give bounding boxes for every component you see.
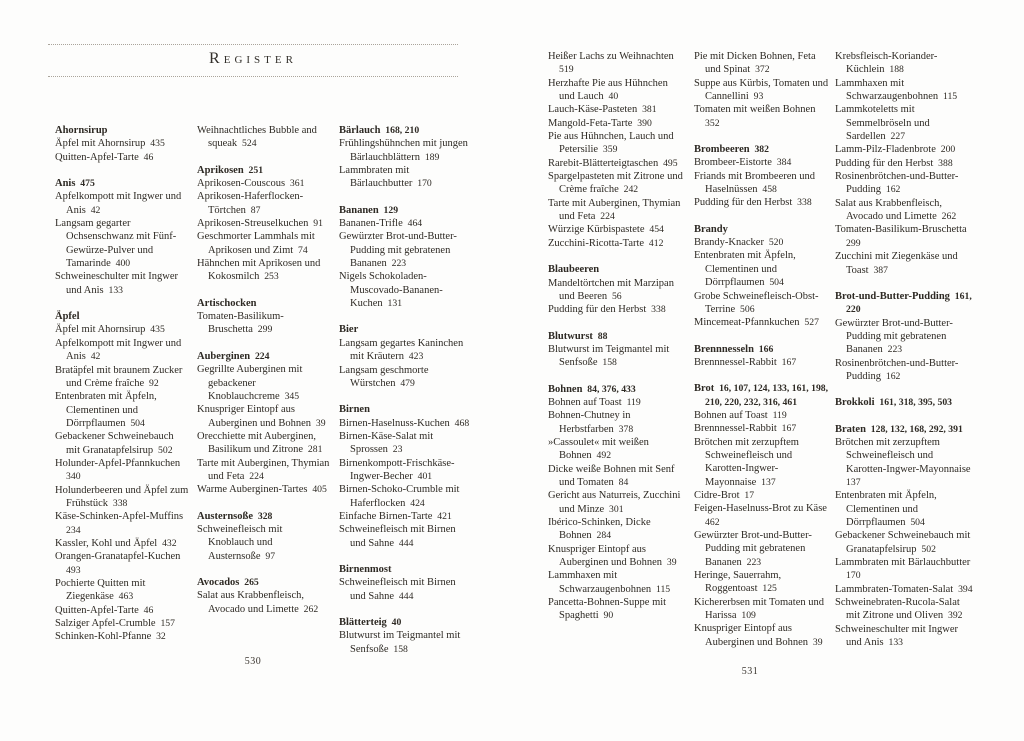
index-group [548,50,686,250]
index-entry: Friands mit Brombeeren und Haselnüssen 458 [694,170,816,196]
index-group [55,124,189,164]
index-entry: Heringe, Sauerrahm, Roggentoast 125 [694,570,782,595]
index-group [694,143,832,210]
index-entry-locator: 506 [735,303,755,315]
index-entry-locator: 519 [559,51,679,76]
index-entry-locator: 91 [308,218,323,230]
index-entry-locator: 423 [403,351,424,363]
index-entry-locator: 92 [144,377,159,389]
index-group [835,290,976,383]
index-head-locators: 475 [75,178,95,190]
index-entry-locator: 468 [449,417,470,429]
index-entry-locator: 87 [245,204,261,216]
index-entry-locator: 394 [953,583,973,595]
index-entry: Orangen-Granatapfel-Kuchen 493 [55,551,186,576]
index-entry-locator: 458 [757,184,777,196]
index-headword: Avocados 265 [197,576,259,588]
index-entry: Hähnchen mit Aprikosen und Kokosmilch 253 [197,258,321,283]
index-entry-locator: 444 [394,537,414,549]
index-entry: Knuspriger Eintopf aus Auberginen und Bohnen 39 [548,543,677,569]
index-entry: Pudding für den Herbst 388 [835,157,953,169]
index-group [694,50,832,130]
index-entry: Rosinenbrötchen-und-Butter-Pudding 162 [835,171,959,196]
index-entry-locator: 352 [705,104,821,129]
index-entry-locator: 387 [868,264,888,276]
index-head-locators: 16, 107, 124, 133, 161, 198, 210, 220, 232, 316, 461 [705,383,829,408]
index-entry: Schweineschulter mit Ingwer und Anis 133 [835,623,959,649]
index-entry-locator: 392 [943,610,963,622]
index-entry: Mandeltörtchen mit Marzipan und Beeren 56 [548,277,674,302]
index-entry-locator: 46 [138,604,154,616]
index-entry: Tomaten mit weißen Bohnen 352 [694,104,821,129]
index-entry: Gegrillte Auberginen mit gebackener Knoblauchcreme 345 [197,364,303,402]
index-entry-locator: 115 [938,91,958,103]
index-entry-locator: 412 [644,237,664,249]
index-entry-locator: 338 [646,304,666,316]
index-head-locators: 128, 132, 168, 292, 391 [865,423,963,435]
index-group [197,297,331,337]
index-entry: Würzige Kürbispastete 454 [548,224,664,236]
index-entry-locator: 84 [613,476,629,488]
index-entry-locator: 188 [884,64,904,76]
index-entry: Weihnachtliches Bubble and squeak 524 [197,125,317,150]
index-entry: Warme Auberginen-Tartes 405 [197,484,327,496]
index-entry: Entenbraten mit Äpfeln, Clementinen und Dörrpflaumen 504 [694,250,796,289]
index-headword: Blutwurst 88 [548,330,608,342]
index-column [339,124,471,669]
index-entry-locator: 39 [808,636,823,648]
index-entry-locator: 502 [153,444,173,456]
index-entry-locator: 17 [739,489,755,501]
index-entry-locator: 284 [591,530,612,542]
index-entry: Aprikosen-Streuselkuchen 91 [197,218,323,230]
index-entry: Kichererbsen mit Tomaten und Harissa 109 [694,596,824,622]
index-headword: Bananen 129 [339,204,399,216]
index-entry-locator: 345 [279,390,300,402]
index-entry-locator: 42 [85,351,101,363]
index-entry-locator: 378 [613,423,634,435]
index-entry: Gewürzter Brot-und-Butter-Pudding mit gebratenen Bananen 223 [835,317,953,356]
index-headword: Birnen [339,404,370,416]
index-entry-locator: 242 [618,184,639,196]
index-headword: Bärlauch 168, 210 [339,125,420,136]
index-group [55,177,189,297]
index-entry-locator: 299 [252,324,273,336]
index-group [694,382,832,649]
index-entry: Lamm-Pilz-Fladenbrote 200 [835,144,956,156]
index-entry: Pie aus Hühnchen, Lauch und Petersilie 359 [548,131,674,156]
index-entry: Schweinefleisch mit Birnen und Sahne 444 [339,524,456,549]
index-entry: Schweinebraten-Rucola-Salat mit Zitrone und Oliven 392 [835,597,963,622]
index-entry-locator: 340 [66,457,186,483]
index-entry: Krebsfleisch-Koriander-Küchlein 188 [835,51,938,76]
index-entry-locator: 400 [110,258,131,270]
index-entry-locator: 462 [705,503,832,528]
index-entry: Brennnessel-Rabbit 167 [694,356,797,368]
index-headword: Artischocken [197,297,257,309]
index-entry-locator: 504 [764,277,784,289]
index-entry: Pochierte Quitten mit Ziegenkäse 463 [55,578,146,603]
index-entry: Suppe aus Kürbis, Tomaten und Cannellini 93 [694,77,829,103]
index-entry: Spargelpasteten mit Zitrone und Crème fraîche 242 [548,171,683,196]
index-entry-locator: 167 [776,423,797,435]
header-rule-top [48,44,458,45]
index-entry: Apfelkompott mit Ingwer und Anis 42 [55,191,182,216]
index-entry: Birnen-Haselnuss-Kuchen 468 [339,417,470,429]
index-headword: Auberginen 224 [197,350,270,362]
index-entry: Holunder-Apfel-Pfannkuchen 340 [55,457,186,483]
index-entry-locator: 170 [846,557,976,582]
index-headword: Birnenmost [339,563,392,575]
index-entry: Bohnen auf Toast 119 [694,409,787,421]
index-entry: Knuspriger Eintopf aus Auberginen und Bohnen 39 [197,404,326,429]
index-entry-locator: 359 [598,144,618,156]
index-entry-locator: 170 [412,178,432,190]
index-group [55,310,189,644]
index-entry-locator: 200 [935,144,956,156]
index-entry-locator: 421 [432,510,452,522]
index-head-locators: 265 [239,576,259,588]
index-headword: Brandy [694,223,728,235]
index-entry-locator: 384 [771,157,792,169]
index-headword: Bier [339,324,359,336]
index-head-locators: 168, 210 [380,125,420,136]
index-entry: Lammbraten-Tomaten-Salat 394 [835,583,973,595]
index-entry: Pancetta-Bohnen-Suppe mit Spaghetti 90 [548,597,667,622]
index-entry-locator: 224 [595,211,615,223]
index-head-locators: 40 [386,617,402,628]
index-head-locators: 328 [253,510,273,522]
index-entry: Pudding für den Herbst 338 [694,197,812,209]
index-entry-locator: 157 [155,618,175,630]
index-column [548,50,686,636]
index-entry-locator: 39 [662,557,677,569]
index-entry-locator: 495 [658,157,678,169]
index-entry-locator: 223 [741,556,762,568]
index-entry: Gebackener Schweinebauch mit Granatapfelsirup 502 [55,431,174,456]
index-entry: Schweinefleisch mit Knoblauch und Austernsoße 97 [197,523,283,562]
index-entry: Brötchen mit zerzupftem Schweinefleisch und Karotten-Ingwer-Mayonnaise 137 [835,436,976,488]
index-group [835,50,976,277]
page-number-right: 531 [741,666,759,677]
index-headword: Brot 16, 107, 124, 133, 161, 198, 210, 220, 232, 316, 461 [694,383,829,408]
index-entry-locator: 390 [632,117,652,129]
index-entry-locator: 502 [916,543,936,555]
index-entry: Knuspriger Eintopf aus Auberginen und Bohnen 39 [694,623,823,648]
index-entry: Bohnen auf Toast 119 [548,396,641,408]
index-group [548,330,686,370]
index-entry-locator: 223 [386,258,407,270]
index-headword: Brennnesseln 166 [694,343,774,355]
index-head-locators: 84, 376, 433 [582,383,636,395]
index-entry-locator: 520 [763,237,784,249]
index-entry: Tarte mit Auberginen, Thymian und Feta 224 [197,457,330,482]
index-group [339,124,471,191]
index-entry: Quitten-Apfel-Tarte 46 [55,151,154,163]
index-entry-locator: 301 [604,503,624,515]
index-entry-locator: 131 [382,298,403,310]
index-entry: Lammhaxen mit Schwarzaugenbohnen 115 [835,77,958,103]
index-entry-locator: 115 [651,583,671,595]
index-entry-locator: 388 [933,157,953,169]
index-head-locators: 129 [378,204,399,216]
index-entry: »Cassoulet« mit weißen Bohnen 492 [548,436,649,462]
index-entry-locator: 444 [394,590,414,602]
index-entry-locator: 133 [103,284,124,296]
index-head-locators: 161, 220 [846,290,972,316]
index-entry-locator: 137 [846,463,976,488]
index-entry: Lammbraten mit Bärlauchbutter 170 [339,165,432,190]
index-entry-locator: 189 [419,151,440,163]
index-entry: Langsam gegarter Ochsenschwanz mit Fünf-Gewürze-Pulver und Tamarinde 400 [55,218,177,270]
index-entry: Apfelkompott mit Ingwer und Anis 42 [55,337,182,363]
index-entry-locator: 227 [885,131,906,143]
index-entry: Tomaten-Basilikum-Bruschetta 299 [197,311,284,336]
index-group [339,204,471,311]
index-headword: Bohnen 84, 376, 433 [548,383,636,395]
index-group [835,423,976,650]
index-entry-locator: 479 [395,377,415,389]
index-headword: Blaubeeren [548,264,600,276]
index-entry-locator: 504 [905,517,925,528]
index-entry: Zucchini-Ricotta-Tarte 412 [548,237,664,249]
index-entry: Lammbraten mit Bärlauchbutter 170 [835,557,976,582]
index-entry-locator: 162 [881,184,901,196]
index-entry: Gewürzter Brot-und-Butter-Pudding mit gebratenen Bananen 223 [339,231,457,270]
index-entry-locator: 405 [307,484,327,496]
index-entry-locator: 119 [621,396,641,408]
index-entry: Käse-Schinken-Apfel-Muffins 234 [55,511,188,536]
index-entry-locator: 401 [412,470,433,482]
index-entry: Feigen-Haselnuss-Brot zu Käse 462 [694,503,832,528]
index-entry: Birnen-Schoko-Crumble mit Haferflocken 424 [339,484,460,509]
index-headword: Aprikosen 251 [197,164,264,176]
index-entry-locator: 361 [285,178,305,190]
index-entry-locator: 125 [757,583,777,595]
index-entry-locator: 137 [756,476,776,488]
index-entry: Gericht aus Naturreis, Zucchini und Minze 301 [548,490,681,515]
index-headword: Äpfel [55,311,80,323]
index-group [197,576,331,616]
index-entry: Bananen-Trifle 464 [339,218,423,230]
index-headword: Anis 475 [55,178,95,190]
index-entry: Entenbraten mit Äpfeln, Clementinen und Dörrpflaumen 504 [835,490,937,528]
index-entry-locator: 158 [597,357,617,369]
index-entry-locator: 372 [750,64,770,76]
index-entry: Frühlingshühnchen mit jungen Bärlauchblättern 189 [339,138,468,163]
index-headword: Brokkoli 161, 318, 395, 503 [835,397,952,409]
index-entry-locator: 42 [85,204,101,216]
index-entry-locator: 56 [607,290,622,302]
index-entry: Schweineschulter mit Ingwer und Anis 133 [55,271,179,296]
index-entry-locator: 492 [591,450,612,462]
index-column [835,50,976,662]
index-entry-locator: 338 [108,497,128,509]
index-entry-locator: 527 [799,317,819,329]
index-entry-locator: 424 [405,497,425,509]
header-rule-bottom [48,76,458,77]
index-entry-locator: 435 [145,324,165,336]
index-entry: Lammkoteletts mit Semmelbröseln und Sardellen 227 [835,104,930,143]
index-group [339,323,471,390]
index-entry: Schweinefleisch mit Birnen und Sahne 444 [339,577,456,602]
index-entry: Blutwurst im Teigmantel mit Senfsoße 158 [339,630,461,655]
index-head-locators: 161, 318, 395, 503 [874,397,952,409]
index-headword: Brot-und-Butter-Pudding 161, 220 [835,290,972,316]
index-headword: Brombeeren 382 [694,144,769,156]
index-headword: Ahornsirup [55,125,108,136]
index-entry-locator: 253 [259,271,279,283]
index-head-locators: 382 [749,144,769,156]
index-entry-locator: 109 [736,610,756,622]
index-entry: Salat aus Krabbenfleisch, Avocado und Limette 262 [197,590,319,615]
index-entry: Birnen-Käse-Salat mit Sprossen 23 [339,430,434,456]
index-entry: Ibérico-Schinken, Dicke Bohnen 284 [548,517,651,542]
index-group [548,263,686,316]
index-entry: Bohnen-Chutney in Herbstfarben 378 [548,410,634,435]
index-entry: Tomaten-Basilikum-Bruschetta 299 [835,224,972,249]
index-headword: Braten 128, 132, 168, 292, 391 [835,423,963,435]
index-group [197,510,331,563]
index-entry-locator: 524 [237,138,257,150]
index-entry: Äpfel mit Ahornsirup 435 [55,138,165,150]
index-head-locators: 88 [592,330,608,342]
index-entry: Salziger Apfel-Crumble 157 [55,618,175,630]
index-head-locators: 251 [243,164,264,176]
index-entry-locator: 338 [792,197,812,209]
index-headword: Austernsoße 328 [197,510,273,522]
index-head-locators: 166 [753,343,774,355]
index-entry: Rosinenbrötchen-und-Butter-Pudding 162 [835,357,959,382]
index-entry-locator: 162 [881,370,901,382]
index-entry-locator: 381 [637,104,657,116]
index-entry-locator: 23 [387,444,403,456]
index-entry-locator: 281 [303,444,323,456]
index-entry: Dicke weiße Bohnen mit Senf und Tomaten 84 [548,463,675,488]
index-head-locators: 224 [250,350,270,362]
index-entry: Äpfel mit Ahornsirup 435 [55,324,165,336]
index-entry-locator: 32 [151,631,166,643]
index-entry: Entenbraten mit Äpfeln, Clementinen und Dörrpflaumen 504 [55,391,157,429]
index-entry-locator: 262 [298,603,319,615]
index-entry: Grobe Schweinefleisch-Obst-Terrine 506 [694,290,819,315]
index-group [197,124,331,151]
index-entry: Mincemeat-Pfannkuchen 527 [694,317,819,329]
index-group [339,563,471,603]
index-entry-locator: 454 [644,224,664,236]
index-entry-locator: 97 [260,550,276,562]
index-entry: Nigels Schokoladen-Muscovado-Bananen-Kuchen 131 [339,271,443,310]
index-entry-locator: 223 [882,344,903,356]
index-group [339,403,471,550]
register-title: Register [209,50,297,67]
index-entry: Aprikosen-Haferflocken-Törtchen 87 [197,191,304,216]
index-entry: Gebackener Schweinebauch mit Granatapfelsirup 502 [835,530,971,555]
page-number-left: 530 [244,656,262,667]
index-column [55,124,189,657]
index-entry-locator: 158 [388,643,408,655]
index-entry-locator: 133 [883,637,904,649]
index-group [694,343,832,370]
index-entry: Blutwurst im Teigmantel mit Senfsoße 158 [548,343,670,369]
index-group [339,616,471,656]
index-entry: Brennnessel-Rabbit 167 [694,423,797,435]
index-entry-locator: 224 [244,470,264,482]
index-entry: Quitten-Apfel-Tarte 46 [55,604,154,616]
index-entry: Pie mit Dicken Bohnen, Feta und Spinat 372 [694,51,816,76]
index-entry: Lauch-Käse-Pasteten 381 [548,104,657,116]
index-entry: Rarebit-Blätterteigtaschen 495 [548,157,678,169]
index-entry-locator: 93 [748,91,764,103]
index-entry-locator: 299 [846,224,972,249]
index-entry: Zucchini mit Ziegenkäse und Toast 387 [835,251,958,276]
index-entry-locator: 435 [145,138,165,150]
index-entry-locator: 464 [402,218,423,230]
index-entry: Brombeer-Eistorte 384 [694,157,792,169]
index-entry: Brandy-Knacker 520 [694,237,784,249]
index-entry: Heißer Lachs zu Weihnachten 519 [548,51,679,76]
index-column [694,50,832,662]
index-entry: Birnenkompott-Frischkäse-Ingwer-Becher 401 [339,457,455,482]
index-entry-locator: 119 [767,409,787,421]
index-entry: Mangold-Feta-Tarte 390 [548,117,652,129]
index-entry: Lammhaxen mit Schwarzaugenbohnen 115 [548,570,671,595]
index-entry: Geschmorter Lammhals mit Aprikosen und Zimt 74 [197,231,315,256]
index-entry-locator: 493 [66,551,186,576]
index-entry: Salat aus Krabbenfleisch, Avocado und Limette 262 [835,197,957,223]
index-entry-locator: 90 [598,610,614,622]
index-entry: Gewürzter Brot-und-Butter-Pudding mit gebratenen Bananen 223 [694,530,812,568]
index-entry-locator: 262 [936,211,957,223]
index-group [197,350,331,497]
index-entry: Kassler, Kohl und Äpfel 432 [55,537,177,549]
index-entry-locator: 167 [776,356,797,368]
index-entry-locator: 40 [603,91,619,103]
index-entry: Langsam gegartes Kaninchen mit Kräutern 423 [339,337,464,363]
index-entry: Schinken-Kohl-Pfanne 32 [55,631,166,643]
index-entry-locator: 74 [293,244,308,256]
index-entry-locator: 432 [157,537,177,549]
index-entry: Cidre-Brot 17 [694,489,755,501]
index-entry: Brötchen mit zerzupftem Schweinefleisch und Karotten-Ingwer-Mayonnaise 137 [694,436,799,488]
index-group [548,383,686,623]
index-entry-locator: 463 [113,591,134,603]
index-entry: Tarte mit Auberginen, Thymian und Feta 224 [548,197,681,223]
index-entry-locator: 504 [125,417,145,429]
index-entry: Pudding für den Herbst 338 [548,304,666,316]
index-headword: Blätterteig 40 [339,617,402,628]
index-entry-locator: 46 [138,151,154,163]
index-entry-locator: 39 [311,417,326,429]
index-entry-locator: 234 [66,511,188,536]
index-entry: Langsam geschmorte Würstchen 479 [339,364,429,389]
index-group [694,223,832,330]
index-group [197,164,331,284]
index-entry: Herzhafte Pie aus Hühnchen und Lauch 40 [548,77,668,103]
index-entry: Aprikosen-Couscous 361 [197,178,305,190]
index-entry: Einfache Birnen-Tarte 421 [339,510,452,522]
index-entry: Bratäpfel mit braunem Zucker und Crème fraîche 92 [55,364,183,389]
index-column [197,124,331,629]
index-entry: Orecchiette mit Auberginen, Basilikum und Zitrone 281 [197,430,323,456]
index-group [835,396,976,409]
index-entry: Holunderbeeren und Äpfel zum Frühstück 338 [55,484,189,509]
